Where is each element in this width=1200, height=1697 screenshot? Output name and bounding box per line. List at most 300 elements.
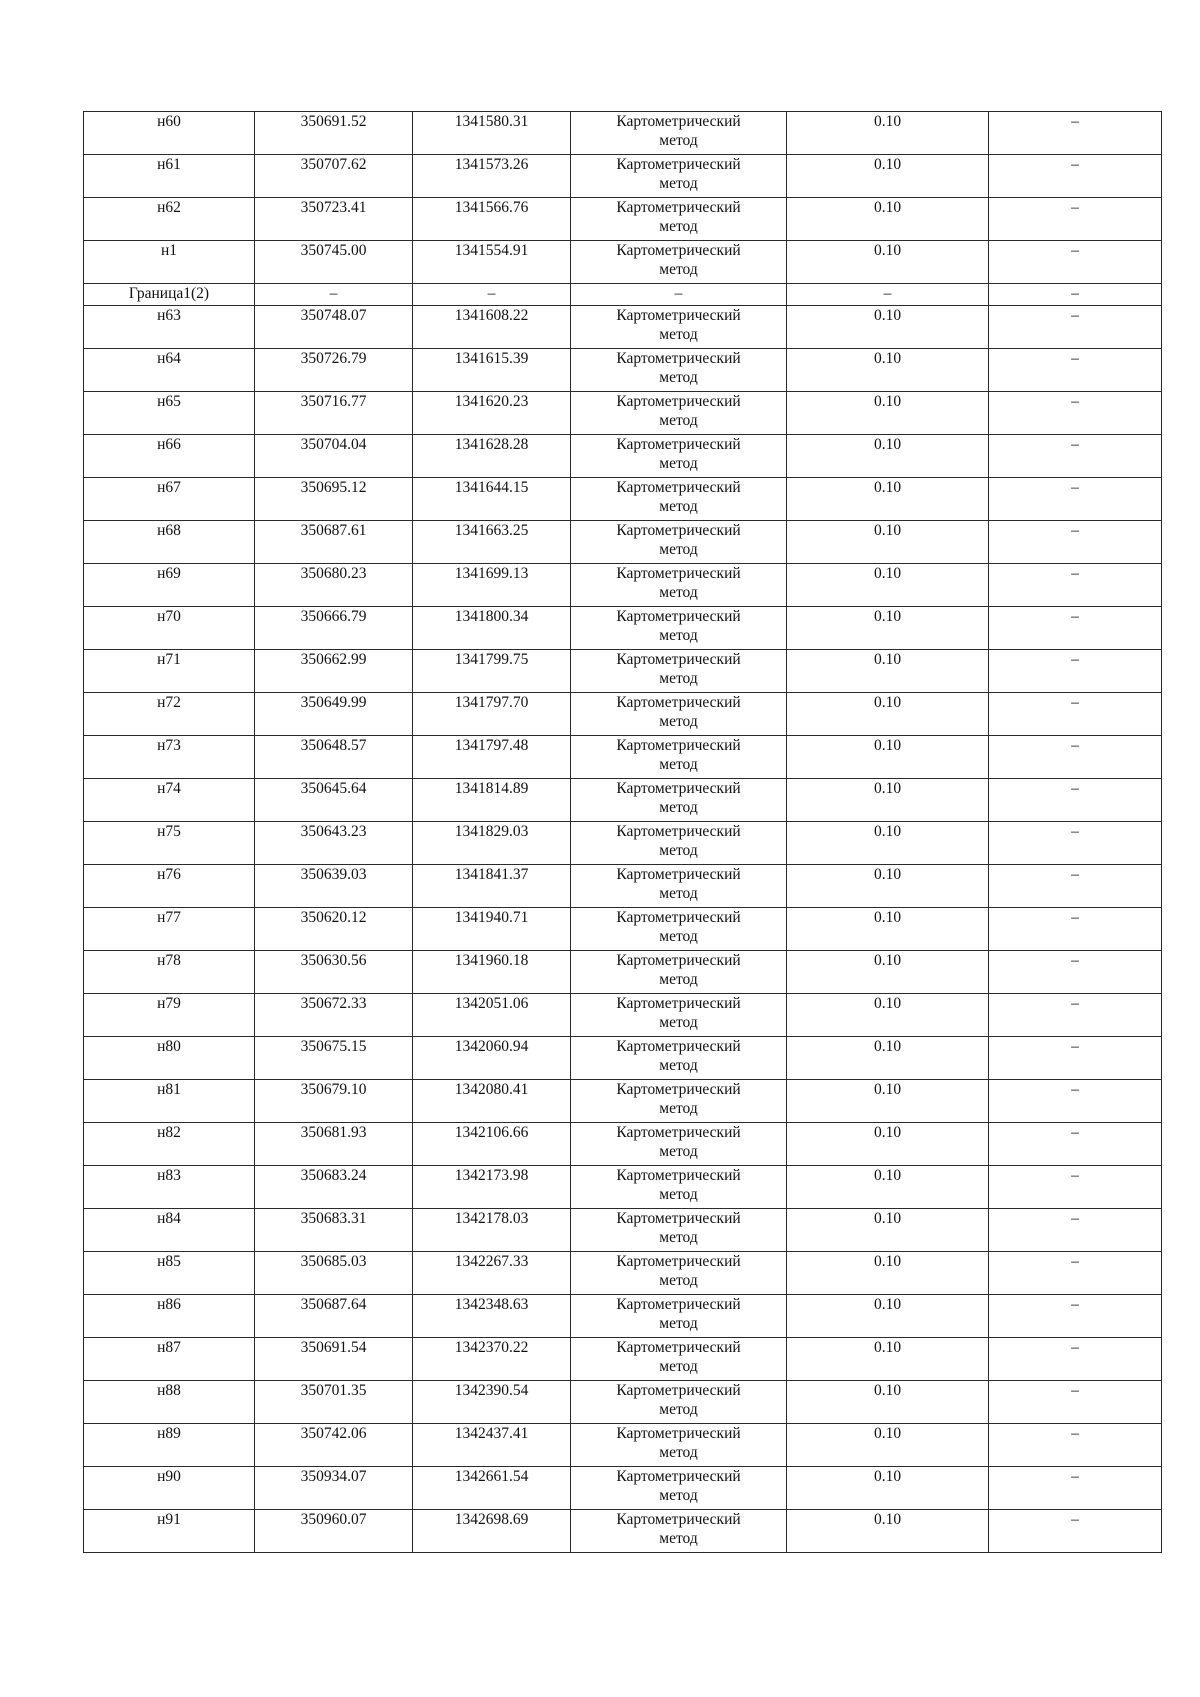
note-cell: – [989,994,1162,1037]
x-coordinate-cell: 350649.99 [255,693,413,736]
point-id-cell: н70 [84,607,255,650]
method-cell [571,1467,787,1510]
y-coordinate-cell: 1341663.25 [413,521,571,564]
method-line-1: Картометрический [616,780,741,797]
accuracy-cell: 0.10 [787,908,989,951]
table-row [84,564,1162,607]
x-coordinate-cell: 350648.57 [255,736,413,779]
method-line-1: Картометрический [616,393,741,410]
x-coordinate-cell: 350679.10 [255,1080,413,1123]
accuracy-cell: 0.10 [787,736,989,779]
y-coordinate-cell: 1341566.76 [413,198,571,241]
method-cell [571,865,787,908]
y-coordinate-cell: 1341554.91 [413,241,571,284]
note-cell: – [989,779,1162,822]
point-id-cell: н90 [84,1467,255,1510]
note-cell: – [989,693,1162,736]
method-line-1: Картометрический [616,1296,741,1313]
x-coordinate-cell: 350707.62 [255,155,413,198]
method-line-2: метод [659,1143,698,1160]
method-cell [571,822,787,865]
point-id-cell: н82 [84,1123,255,1166]
method-cell [571,1510,787,1553]
accuracy-cell: 0.10 [787,1338,989,1381]
method-cell [571,284,787,306]
x-coordinate-cell: 350695.12 [255,478,413,521]
y-coordinate-cell: 1342178.03 [413,1209,571,1252]
method-line-2: метод [659,1186,698,1203]
table-row [84,650,1162,693]
method-line-1: Картометрический [616,694,741,711]
note-cell: – [989,478,1162,521]
note-cell: – [989,564,1162,607]
accuracy-cell: 0.10 [787,1467,989,1510]
method-line-1: Картометрический [616,823,741,840]
y-coordinate-cell: – [413,284,571,306]
method-cell [571,241,787,284]
table-row [84,951,1162,994]
method-line-1: Картометрический [616,436,741,453]
method-line-2: метод [659,1530,698,1547]
point-id-cell: н75 [84,822,255,865]
method-line-1: Картометрический [616,1210,741,1227]
x-coordinate-cell: 350666.79 [255,607,413,650]
accuracy-cell: 0.10 [787,521,989,564]
note-cell: – [989,607,1162,650]
method-line-2: метод [659,842,698,859]
x-coordinate-cell: 350691.52 [255,112,413,155]
accuracy-cell: 0.10 [787,779,989,822]
y-coordinate-cell: 1341800.34 [413,607,571,650]
point-id-cell: н72 [84,693,255,736]
point-id-cell: н88 [84,1381,255,1424]
accuracy-cell: 0.10 [787,349,989,392]
point-id-cell: н65 [84,392,255,435]
method-cell [571,1252,787,1295]
method-line-2: метод [659,885,698,902]
method-cell [571,478,787,521]
table-row [84,1381,1162,1424]
note-cell: – [989,1510,1162,1553]
method-cell [571,392,787,435]
method-cell [571,1123,787,1166]
method-cell [571,1037,787,1080]
accuracy-cell: 0.10 [787,435,989,478]
method-line-1: Картометрический [616,479,741,496]
method-line-2: метод [659,971,698,988]
accuracy-cell: 0.10 [787,1209,989,1252]
method-line-1: – [674,285,683,302]
method-line-1: Картометрический [616,1382,741,1399]
x-coordinate-cell: 350643.23 [255,822,413,865]
point-id-cell: н89 [84,1424,255,1467]
accuracy-cell: 0.10 [787,1037,989,1080]
boundary-separator-row [84,284,1162,306]
table-row [84,994,1162,1037]
note-cell: – [989,392,1162,435]
method-line-1: Картометрический [616,350,741,367]
table-row [84,1080,1162,1123]
method-cell [571,693,787,736]
note-cell: – [989,1166,1162,1209]
point-id-cell: н71 [84,650,255,693]
note-cell: – [989,521,1162,564]
method-line-2: метод [659,326,698,343]
y-coordinate-cell: 1342060.94 [413,1037,571,1080]
x-coordinate-cell: 350691.54 [255,1338,413,1381]
y-coordinate-cell: 1341829.03 [413,822,571,865]
accuracy-cell: 0.10 [787,478,989,521]
accuracy-cell: 0.10 [787,1080,989,1123]
method-line-1: Картометрический [616,1468,741,1485]
method-cell [571,306,787,349]
method-cell [571,155,787,198]
method-cell [571,1209,787,1252]
method-line-2: метод [659,1100,698,1117]
point-id-cell: н77 [84,908,255,951]
method-line-2: метод [659,799,698,816]
note-cell: – [989,1080,1162,1123]
note-cell: – [989,112,1162,155]
method-line-1: Картометрический [616,156,741,173]
y-coordinate-cell: 1342390.54 [413,1381,571,1424]
point-id-cell: н69 [84,564,255,607]
y-coordinate-cell: 1341799.75 [413,650,571,693]
table-row [84,112,1162,155]
x-coordinate-cell: 350683.24 [255,1166,413,1209]
x-coordinate-cell: 350742.06 [255,1424,413,1467]
table-row [84,521,1162,564]
point-id-cell: н68 [84,521,255,564]
accuracy-cell: 0.10 [787,306,989,349]
y-coordinate-cell: 1341940.71 [413,908,571,951]
point-id-cell: н81 [84,1080,255,1123]
method-line-1: Картометрический [616,565,741,582]
table-row [84,435,1162,478]
y-coordinate-cell: 1342698.69 [413,1510,571,1553]
table-row [84,1252,1162,1295]
method-line-2: метод [659,756,698,773]
y-coordinate-cell: 1342370.22 [413,1338,571,1381]
x-coordinate-cell: 350662.99 [255,650,413,693]
method-cell [571,1080,787,1123]
method-cell [571,994,787,1037]
accuracy-cell: 0.10 [787,112,989,155]
x-coordinate-cell: 350685.03 [255,1252,413,1295]
note-cell: – [989,284,1162,306]
method-line-2: метод [659,713,698,730]
method-line-1: Картометрический [616,952,741,969]
note-cell: – [989,435,1162,478]
accuracy-cell: 0.10 [787,392,989,435]
y-coordinate-cell: 1342080.41 [413,1080,571,1123]
method-cell [571,607,787,650]
table-row [84,198,1162,241]
accuracy-cell: 0.10 [787,994,989,1037]
x-coordinate-cell: 350680.23 [255,564,413,607]
method-cell [571,1424,787,1467]
method-cell [571,908,787,951]
x-coordinate-cell: 350716.77 [255,392,413,435]
method-cell [571,198,787,241]
point-id-cell: н63 [84,306,255,349]
point-id-cell: Граница1(2) [84,284,255,306]
table-row [84,478,1162,521]
method-cell [571,1295,787,1338]
method-line-2: метод [659,369,698,386]
method-line-2: метод [659,1444,698,1461]
method-line-1: Картометрический [616,113,741,130]
accuracy-cell: 0.10 [787,1166,989,1209]
table-row [84,1467,1162,1510]
method-line-2: метод [659,1401,698,1418]
table-row [84,392,1162,435]
x-coordinate-cell: 350645.64 [255,779,413,822]
method-line-1: Картометрический [616,1124,741,1141]
x-coordinate-cell: 350687.61 [255,521,413,564]
note-cell: – [989,349,1162,392]
accuracy-cell: – [787,284,989,306]
method-line-2: метод [659,261,698,278]
y-coordinate-cell: 1342051.06 [413,994,571,1037]
point-id-cell: н1 [84,241,255,284]
x-coordinate-cell: 350745.00 [255,241,413,284]
point-id-cell: н83 [84,1166,255,1209]
method-line-2: метод [659,1014,698,1031]
note-cell: – [989,241,1162,284]
method-cell [571,1338,787,1381]
note-cell: – [989,908,1162,951]
x-coordinate-cell: 350960.07 [255,1510,413,1553]
table-row [84,1338,1162,1381]
point-id-cell: н67 [84,478,255,521]
note-cell: – [989,1123,1162,1166]
y-coordinate-cell: 1341608.22 [413,306,571,349]
accuracy-cell: 0.10 [787,951,989,994]
y-coordinate-cell: 1341699.13 [413,564,571,607]
y-coordinate-cell: 1342437.41 [413,1424,571,1467]
x-coordinate-cell: 350726.79 [255,349,413,392]
y-coordinate-cell: 1341620.23 [413,392,571,435]
x-coordinate-cell: – [255,284,413,306]
point-id-cell: н79 [84,994,255,1037]
table-row [84,306,1162,349]
x-coordinate-cell: 350620.12 [255,908,413,951]
method-line-1: Картометрический [616,651,741,668]
table-row [84,607,1162,650]
x-coordinate-cell: 350672.33 [255,994,413,1037]
coordinates-table [83,111,1162,1553]
method-line-1: Картометрический [616,737,741,754]
accuracy-cell: 0.10 [787,1381,989,1424]
method-line-1: Картометрический [616,1511,741,1528]
accuracy-cell: 0.10 [787,650,989,693]
method-cell [571,349,787,392]
y-coordinate-cell: 1342267.33 [413,1252,571,1295]
note-cell: – [989,951,1162,994]
point-id-cell: н62 [84,198,255,241]
method-line-1: Картометрический [616,1081,741,1098]
y-coordinate-cell: 1341615.39 [413,349,571,392]
method-line-1: Картометрический [616,1425,741,1442]
method-line-2: метод [659,541,698,558]
table-row [84,241,1162,284]
method-cell [571,112,787,155]
method-cell [571,779,787,822]
y-coordinate-cell: 1341797.70 [413,693,571,736]
note-cell: – [989,1338,1162,1381]
method-line-2: метод [659,455,698,472]
x-coordinate-cell: 350934.07 [255,1467,413,1510]
note-cell: – [989,1295,1162,1338]
accuracy-cell: 0.10 [787,155,989,198]
method-line-1: Картометрический [616,909,741,926]
table-row [84,349,1162,392]
method-line-2: метод [659,1057,698,1074]
method-line-1: Картометрический [616,199,741,216]
x-coordinate-cell: 350675.15 [255,1037,413,1080]
table-row [84,1209,1162,1252]
method-line-2: метод [659,670,698,687]
point-id-cell: н78 [84,951,255,994]
point-id-cell: н76 [84,865,255,908]
y-coordinate-cell: 1342661.54 [413,1467,571,1510]
note-cell: – [989,198,1162,241]
method-cell [571,435,787,478]
table-row [84,1295,1162,1338]
note-cell: – [989,155,1162,198]
x-coordinate-cell: 350630.56 [255,951,413,994]
method-line-2: метод [659,1229,698,1246]
accuracy-cell: 0.10 [787,1295,989,1338]
method-cell [571,736,787,779]
method-line-2: метод [659,1487,698,1504]
y-coordinate-cell: 1342106.66 [413,1123,571,1166]
method-line-2: метод [659,928,698,945]
method-line-1: Картометрический [616,1038,741,1055]
note-cell: – [989,822,1162,865]
method-line-1: Картометрический [616,1253,741,1270]
x-coordinate-cell: 350748.07 [255,306,413,349]
method-line-2: метод [659,1358,698,1375]
table-row [84,1037,1162,1080]
table-row [84,779,1162,822]
point-id-cell: н73 [84,736,255,779]
accuracy-cell: 0.10 [787,693,989,736]
y-coordinate-cell: 1341573.26 [413,155,571,198]
table-row [84,822,1162,865]
y-coordinate-cell: 1341841.37 [413,865,571,908]
y-coordinate-cell: 1342348.63 [413,1295,571,1338]
point-id-cell: н87 [84,1338,255,1381]
y-coordinate-cell: 1341797.48 [413,736,571,779]
method-line-2: метод [659,175,698,192]
accuracy-cell: 0.10 [787,1123,989,1166]
note-cell: – [989,1381,1162,1424]
table-row [84,865,1162,908]
note-cell: – [989,1037,1162,1080]
x-coordinate-cell: 350723.41 [255,198,413,241]
note-cell: – [989,1209,1162,1252]
x-coordinate-cell: 350681.93 [255,1123,413,1166]
method-line-1: Картометрический [616,608,741,625]
table-row [84,908,1162,951]
x-coordinate-cell: 350701.35 [255,1381,413,1424]
method-cell [571,521,787,564]
accuracy-cell: 0.10 [787,241,989,284]
method-line-2: метод [659,1272,698,1289]
point-id-cell: н60 [84,112,255,155]
accuracy-cell: 0.10 [787,564,989,607]
note-cell: – [989,306,1162,349]
y-coordinate-cell: 1341580.31 [413,112,571,155]
method-line-1: Картометрический [616,522,741,539]
x-coordinate-cell: 350704.04 [255,435,413,478]
point-id-cell: н84 [84,1209,255,1252]
y-coordinate-cell: 1341960.18 [413,951,571,994]
note-cell: – [989,1467,1162,1510]
note-cell: – [989,1252,1162,1295]
table-row [84,1123,1162,1166]
note-cell: – [989,650,1162,693]
accuracy-cell: 0.10 [787,607,989,650]
point-id-cell: н86 [84,1295,255,1338]
method-line-2: метод [659,1315,698,1332]
point-id-cell: н74 [84,779,255,822]
method-cell [571,1166,787,1209]
point-id-cell: н61 [84,155,255,198]
method-line-2: метод [659,412,698,429]
note-cell: – [989,736,1162,779]
y-coordinate-cell: 1341628.28 [413,435,571,478]
method-cell [571,650,787,693]
x-coordinate-cell: 350639.03 [255,865,413,908]
point-id-cell: н85 [84,1252,255,1295]
coordinates-table-body [84,112,1162,1553]
accuracy-cell: 0.10 [787,198,989,241]
method-line-2: метод [659,218,698,235]
table-row [84,736,1162,779]
accuracy-cell: 0.10 [787,1252,989,1295]
method-line-1: Картометрический [616,1339,741,1356]
x-coordinate-cell: 350687.64 [255,1295,413,1338]
method-cell [571,951,787,994]
method-line-1: Картометрический [616,866,741,883]
method-line-2: метод [659,627,698,644]
y-coordinate-cell: 1341814.89 [413,779,571,822]
y-coordinate-cell: 1341644.15 [413,478,571,521]
table-row [84,1510,1162,1553]
method-line-2: метод [659,584,698,601]
accuracy-cell: 0.10 [787,1510,989,1553]
note-cell: – [989,865,1162,908]
x-coordinate-cell: 350683.31 [255,1209,413,1252]
y-coordinate-cell: 1342173.98 [413,1166,571,1209]
method-line-1: Картометрический [616,995,741,1012]
method-cell [571,564,787,607]
table-row [84,1424,1162,1467]
point-id-cell: н80 [84,1037,255,1080]
accuracy-cell: 0.10 [787,822,989,865]
method-line-2: метод [659,498,698,515]
point-id-cell: н64 [84,349,255,392]
method-line-1: Картометрический [616,242,741,259]
table-row [84,1166,1162,1209]
method-line-1: Картометрический [616,1167,741,1184]
point-id-cell: н91 [84,1510,255,1553]
accuracy-cell: 0.10 [787,865,989,908]
note-cell: – [989,1424,1162,1467]
